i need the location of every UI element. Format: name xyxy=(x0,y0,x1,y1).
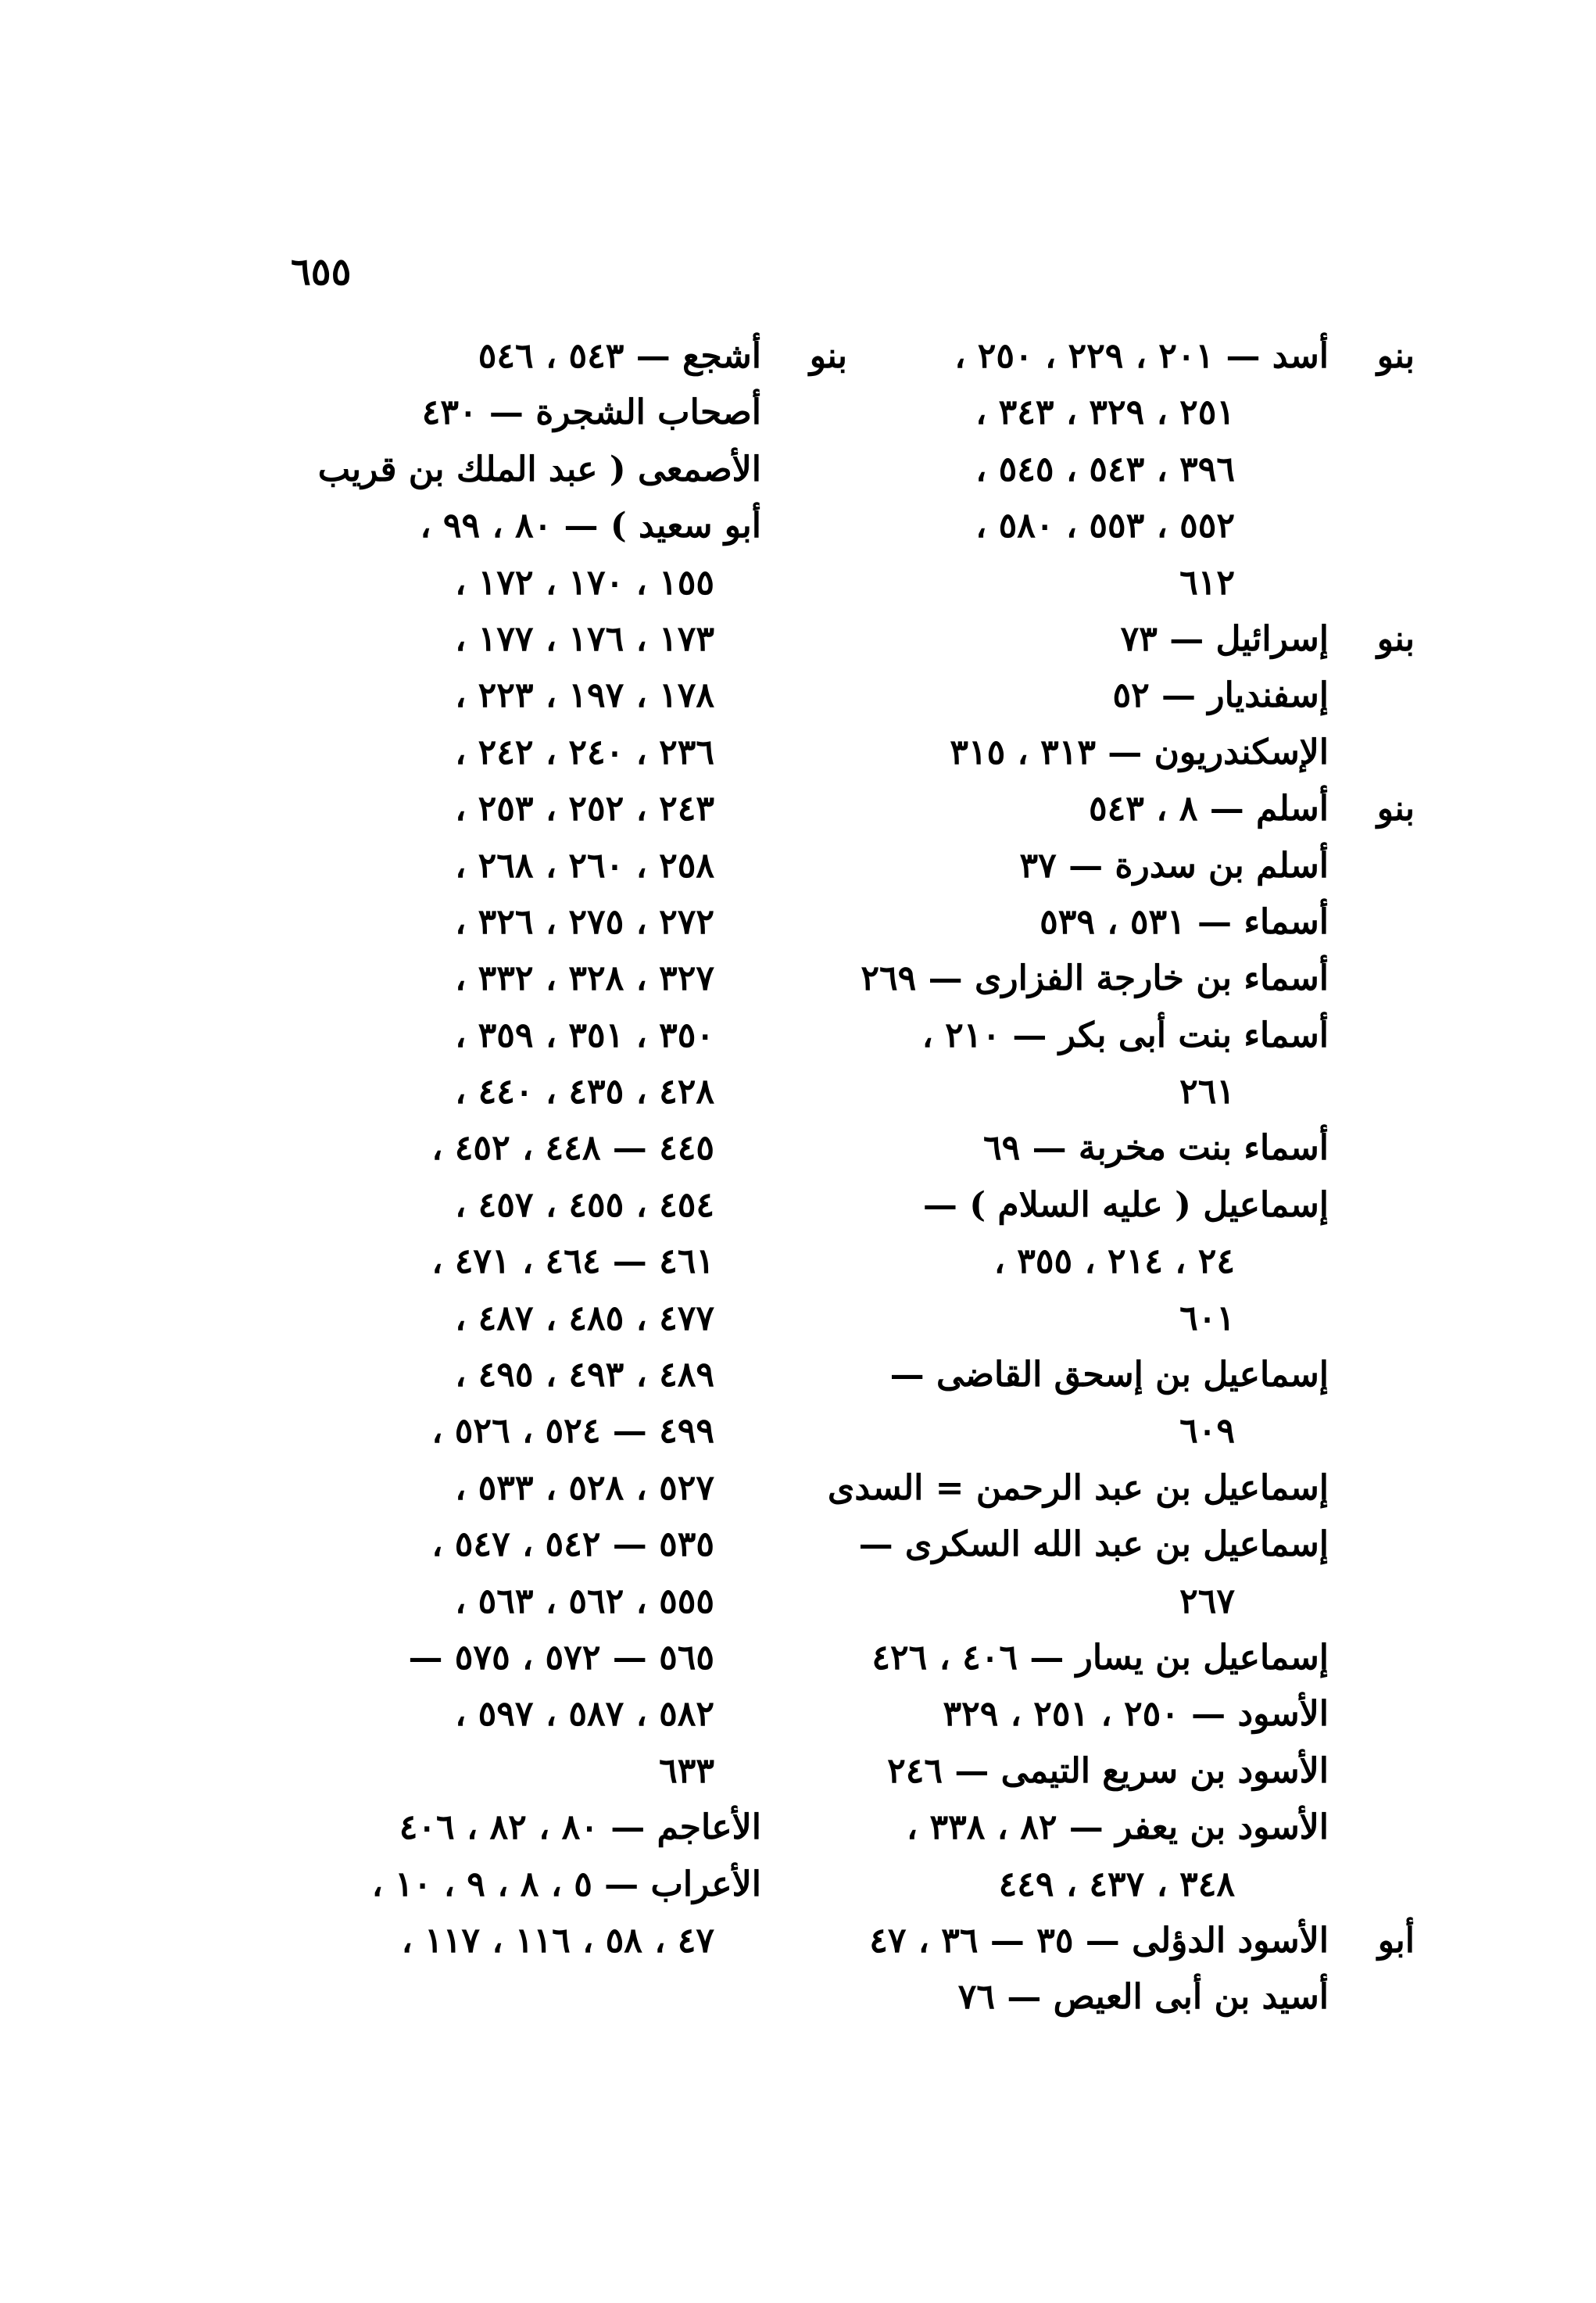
entry-text: إسماعيل بن عبد الرحمن = السدى xyxy=(827,1467,1329,1508)
index-entry-line xyxy=(782,1008,1329,1064)
entry-text: ٥٣٥ — ٥٤٢ ، ٥٤٧ ، xyxy=(431,1524,714,1565)
index-entry-line xyxy=(782,1403,1329,1460)
entry-prefix: بنو xyxy=(809,336,847,376)
index-entry-line xyxy=(245,555,761,611)
index-entry-line xyxy=(245,668,761,724)
entry-text: إسماعيل ( عليه السلام ) — xyxy=(922,1184,1329,1225)
index-entry-line xyxy=(245,442,761,498)
entry-text: إسرائيل — ٧٣ xyxy=(1120,618,1329,659)
entry-text: أسلم — ٨ ، ٥٤٣ xyxy=(1089,789,1329,829)
entry-text: ٤٦١ — ٤٦٤ ، ٤٧١ ، xyxy=(431,1241,714,1282)
entry-text: الأسود الدؤلى — ٣٥ — ٣٦ ، ٤٧ xyxy=(869,1920,1329,1961)
index-entry-line xyxy=(782,951,1329,1007)
entry-text: ٢٧٢ ، ٢٧٥ ، ٣٢٦ ، xyxy=(455,901,714,942)
entry-text: ٣٢٧ ، ٣٢٨ ، ٣٣٢ ، xyxy=(455,958,714,999)
entry-text: ٢٦٧ xyxy=(1179,1581,1235,1621)
index-entry-line xyxy=(245,1234,761,1290)
entry-text: ٢٤٣ ، ٢٥٢ ، ٢٥٣ ، xyxy=(455,789,714,829)
entry-text: ٥٥٥ ، ٥٦٢ ، ٥٦٣ ، xyxy=(455,1581,714,1621)
entry-text: ١٧٨ ، ١٩٧ ، ٢٢٣ ، xyxy=(455,675,714,716)
index-entry-line xyxy=(245,1800,761,1856)
page-number: ٦٥٥ xyxy=(291,250,352,294)
index-entry-line xyxy=(245,1630,761,1686)
entry-prefix: أبو xyxy=(1377,1920,1415,1961)
index-entry-line xyxy=(782,1857,1329,1913)
index-entry-line xyxy=(782,1800,1329,1856)
index-entry-line xyxy=(245,1064,761,1120)
entry-prefix: بنو xyxy=(1376,789,1415,829)
entry-text: ٣٤٨ ، ٤٣٧ ، ٤٤٩ xyxy=(998,1864,1235,1904)
entry-text: أسيد بن أبى العيص — ٧٦ xyxy=(957,1977,1329,2018)
index-entry-line xyxy=(245,328,847,385)
index-entry-line xyxy=(245,611,761,668)
entry-text: ٦٣٣ xyxy=(659,1750,714,1791)
index-entry-line xyxy=(245,838,761,894)
entry-text: ٤٢٨ ، ٤٣٥ ، ٤٤٠ ، xyxy=(455,1072,714,1112)
index-entry-line xyxy=(245,1347,761,1403)
index-entry-line xyxy=(782,555,1329,611)
index-entry-line xyxy=(245,1008,761,1064)
index-entry-line xyxy=(782,1630,1329,1686)
entry-text: أسد — ٢٠١ ، ٢٢٩ ، ٢٥٠ ، xyxy=(954,336,1329,376)
entry-text: ١٧٣ ، ١٧٦ ، ١٧٧ ، xyxy=(455,618,714,659)
entry-text: ٣٥٠ ، ٣٥١ ، ٣٥٩ ، xyxy=(455,1015,714,1055)
index-entry-line xyxy=(782,1969,1329,2025)
entry-text: إسفنديار — ٥٢ xyxy=(1112,675,1329,716)
index-entry-line xyxy=(782,1517,1329,1573)
entry-text: ٦١٢ xyxy=(1179,562,1235,603)
index-entry-line xyxy=(245,1686,761,1742)
entry-text: الأعاجم — ٨٠ ، ٨٢ ، ٤٠٦ xyxy=(399,1807,761,1848)
index-entry-line xyxy=(782,781,1415,837)
index-entry-line xyxy=(245,498,761,554)
index-entry-line xyxy=(245,725,761,781)
entry-text: ٦٠٩ xyxy=(1179,1411,1235,1452)
index-entry-line xyxy=(245,1574,761,1630)
index-column-right xyxy=(782,328,1415,2026)
index-entry-line xyxy=(782,611,1415,668)
index-entry-line xyxy=(782,1120,1329,1177)
index-entry-line xyxy=(245,385,761,441)
index-entry-line xyxy=(245,1291,761,1347)
entry-text: الإسكندريون — ٣١٣ ، ٣١٥ xyxy=(950,732,1329,772)
index-entry-line xyxy=(782,725,1329,781)
entry-text: ٢٥٨ ، ٢٦٠ ، ٢٦٨ ، xyxy=(455,845,714,886)
index-entry-line xyxy=(782,1460,1329,1517)
entry-text: ٤٥٤ ، ٤٥٥ ، ٤٥٧ ، xyxy=(455,1184,714,1225)
entry-text: الأسود بن سريع التيمى — ٢٤٦ xyxy=(887,1750,1329,1791)
entry-text: أسلم بن سدرة — ٣٧ xyxy=(1019,845,1329,886)
index-entry-line xyxy=(782,328,1415,385)
index-entry-line xyxy=(245,1743,761,1800)
index-entry-line xyxy=(245,1120,761,1177)
index-entry-line xyxy=(782,1347,1329,1403)
entry-text: أشجع — ٥٤٣ ، ٥٤٦ xyxy=(478,336,761,376)
entry-text: ٦٠١ xyxy=(1179,1298,1235,1338)
index-entry-line xyxy=(782,498,1329,554)
index-entry-line xyxy=(245,1460,761,1517)
entry-text: ٥٥٢ ، ٥٥٣ ، ٥٨٠ ، xyxy=(975,506,1235,546)
entry-text: أسماء بنت أبى بكر — ٢١٠ ، xyxy=(921,1015,1329,1055)
entry-text: ٢٥١ ، ٣٢٩ ، ٣٤٣ ، xyxy=(975,392,1235,433)
entry-text: ٢٤ ، ٢١٤ ، ٣٥٥ ، xyxy=(993,1241,1235,1282)
entry-text: ٥٢٧ ، ٥٢٨ ، ٥٣٣ ، xyxy=(455,1467,714,1508)
entry-text: الأصمعى ( عبد الملك بن قريب xyxy=(317,449,761,489)
entry-text: ٢٣٦ ، ٢٤٠ ، ٢٤٢ ، xyxy=(455,732,714,772)
index-entry-line xyxy=(782,442,1329,498)
entry-text: ٤٧ ، ٥٨ ، ١١٦ ، ١١٧ ، xyxy=(401,1920,714,1961)
entry-text: ٥٨٢ ، ٥٨٧ ، ٥٩٧ ، xyxy=(455,1694,714,1735)
entry-text: إسماعيل بن يسار — ٤٠٦ ، ٤٢٦ xyxy=(871,1637,1329,1678)
index-entry-line xyxy=(782,1291,1329,1347)
index-entry-line xyxy=(782,1064,1329,1120)
index-entry-line xyxy=(782,1177,1329,1234)
entry-text: ٤٤٥ — ٤٤٨ ، ٤٥٢ ، xyxy=(431,1128,714,1169)
index-entry-line xyxy=(782,894,1329,951)
entry-prefix: بنو xyxy=(1376,618,1415,659)
entry-text: الأعراب — ٥ ، ٨ ، ٩ ، ١٠ ، xyxy=(371,1864,761,1904)
index-entry-line xyxy=(245,1177,761,1234)
index-entry-line xyxy=(782,668,1329,724)
entry-text: ٤٩٩ — ٥٢٤ ، ٥٢٦ ، xyxy=(431,1411,714,1452)
index-entry-line xyxy=(782,1574,1329,1630)
index-entry-line xyxy=(245,1857,761,1913)
index-entry-line xyxy=(245,1913,761,1969)
index-column-left xyxy=(245,328,847,1969)
entry-text: إسماعيل بن إسحق القاضى — xyxy=(889,1355,1329,1395)
index-entry-line xyxy=(782,385,1329,441)
entry-text: الأسود بن يعفر — ٨٢ ، ٣٣٨ ، xyxy=(906,1807,1329,1848)
entry-text: أبو سعيد ) — ٨٠ ، ٩٩ ، xyxy=(420,506,761,546)
entry-text: أسماء بنت مخربة — ٦٩ xyxy=(983,1128,1329,1169)
entry-text: الأسود — ٢٥٠ ، ٢٥١ ، ٣٢٩ xyxy=(943,1694,1329,1735)
entry-text: ١٥٥ ، ١٧٠ ، ١٧٢ ، xyxy=(455,562,714,603)
index-entry-line xyxy=(245,781,761,837)
entry-text: ٥٦٥ — ٥٧٢ ، ٥٧٥ — xyxy=(408,1637,714,1678)
index-entry-line xyxy=(245,1517,761,1573)
entry-text: ٢٦١ xyxy=(1179,1072,1235,1112)
entry-text: إسماعيل بن عبد الله السكرى — xyxy=(858,1524,1329,1565)
index-entry-line xyxy=(245,1403,761,1460)
entry-text: أسماء — ٥٣١ ، ٥٣٩ xyxy=(1040,901,1329,942)
index-entry-line xyxy=(782,838,1329,894)
index-entry-line xyxy=(245,894,761,951)
entry-text: أسماء بن خارجة الفزارى — ٢٦٩ xyxy=(861,958,1329,999)
entry-text: ٤٨٩ ، ٤٩٣ ، ٤٩٥ ، xyxy=(455,1355,714,1395)
entry-text: ٤٧٧ ، ٤٨٥ ، ٤٨٧ ، xyxy=(455,1298,714,1338)
entry-prefix: بنو xyxy=(1376,336,1415,376)
index-entry-line xyxy=(782,1234,1329,1290)
index-entry-line xyxy=(782,1743,1329,1800)
entry-text: أصحاب الشجرة — ٤٣٠ xyxy=(421,392,761,433)
index-entry-line xyxy=(245,951,761,1007)
index-entry-line xyxy=(782,1913,1415,1969)
index-entry-line xyxy=(782,1686,1329,1742)
entry-text: ٣٩٦ ، ٥٤٣ ، ٥٤٥ ، xyxy=(975,449,1235,489)
